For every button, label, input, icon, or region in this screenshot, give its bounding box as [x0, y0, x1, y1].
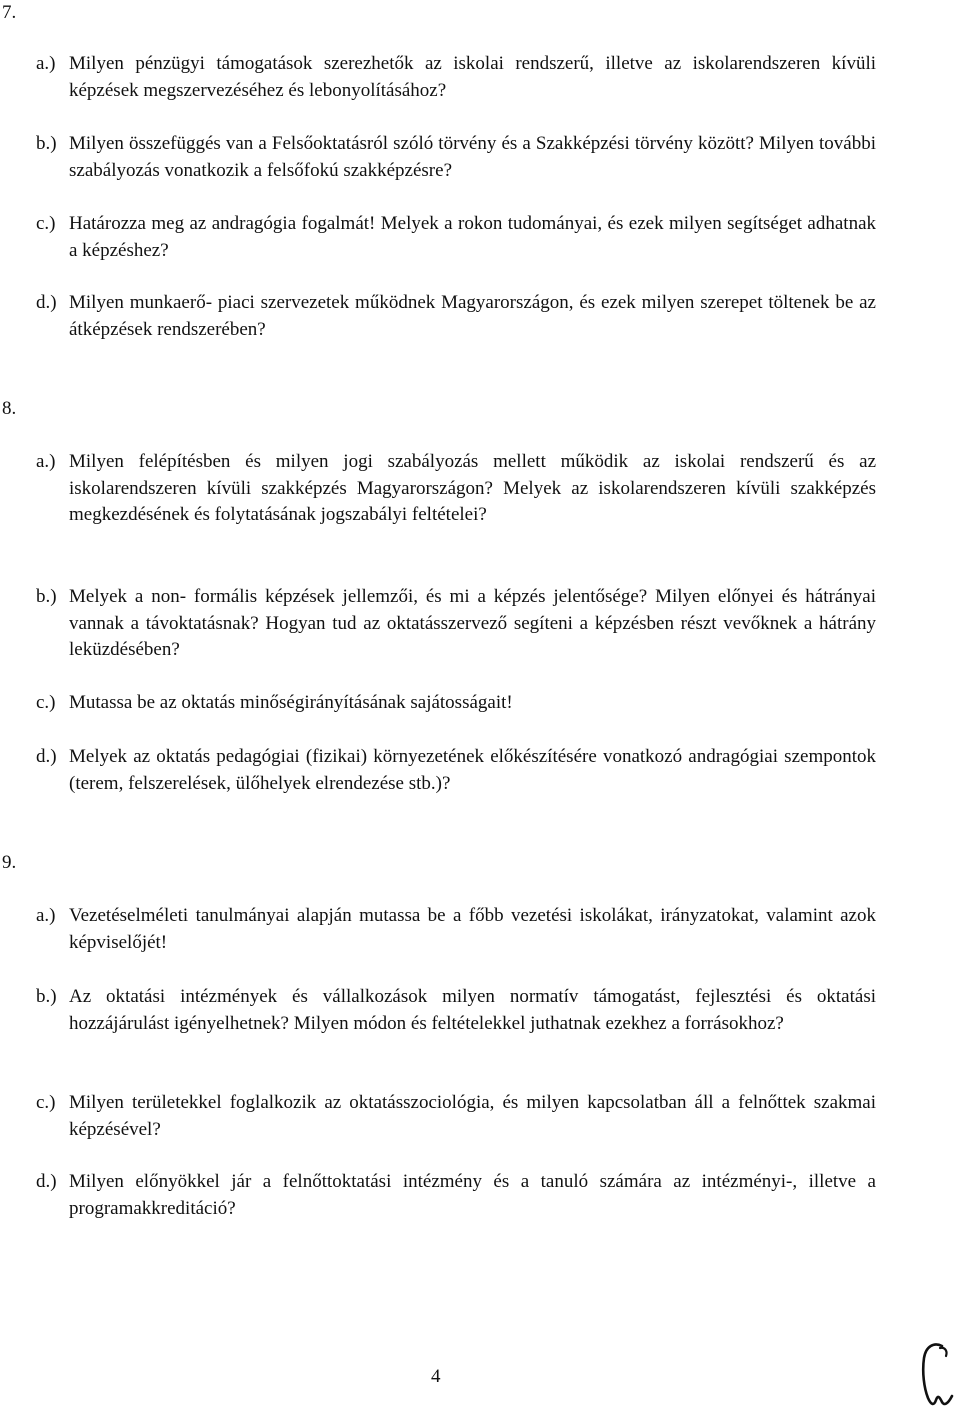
question-text: Vezetéselméleti tanulmányai alapján mutassa be a főbb vezetési iskolákat, irányzatokat, valamint azok képviselőjét! — [69, 905, 876, 953]
question-marker: b.) — [36, 133, 57, 154]
question-7d — [36, 290, 876, 343]
question-7a — [36, 51, 876, 104]
question-text: Milyen előnyökkel jár a felnőttoktatási intézmény és a tanuló számára az intézményi-, illetve a programakkreditáció? — [69, 1171, 876, 1219]
question-text: Milyen munkaerő- piaci szervezetek működnek Magyarországon, és ezek milyen szerepet töltenek be az átképzések rendszerében? — [69, 292, 876, 340]
question-text: Milyen felépítésben és milyen jogi szabályozás mellett működik az iskolai rendszerű és az iskolarendszeren kívüli szakképzés Magyarországon? Melyek az iskolarendszeren kívüli szakképzés megkezdésének és folytatásának jogszabályi feltételei? — [69, 451, 876, 525]
question-marker: d.) — [36, 292, 57, 313]
question-marker: d.) — [36, 746, 57, 767]
question-text: Mutassa be az oktatás minőségirányításának sajátosságait! — [69, 692, 513, 713]
handwritten-signature — [912, 1338, 960, 1410]
section-number-9: 9. — [2, 852, 17, 873]
question-8b — [36, 584, 876, 664]
question-marker: a.) — [36, 451, 56, 472]
question-marker: b.) — [36, 986, 57, 1007]
question-9d — [36, 1169, 876, 1222]
question-text: Határozza meg az andragógia fogalmát! Melyek a rokon tudományai, és ezek milyen segítséget adhatnak a képzéshez? — [69, 213, 876, 261]
question-9a — [36, 903, 876, 956]
question-text: Milyen területekkel foglalkozik az oktatásszociológia, és milyen kapcsolatban áll a felnőttek szakmai képzésével? — [69, 1092, 876, 1140]
question-marker: c.) — [36, 692, 56, 713]
question-9b — [36, 984, 876, 1037]
question-marker: a.) — [36, 53, 56, 74]
question-7b — [36, 131, 876, 184]
question-marker: b.) — [36, 586, 57, 607]
question-8d — [36, 744, 876, 797]
question-9c — [36, 1090, 876, 1143]
question-8a — [36, 449, 876, 529]
question-text: Melyek az oktatás pedagógiai (fizikai) környezetének előkészítésére vonatkozó andragógiai szempontok (terem, felszerelések, ülőhelyek elrendezése stb.)? — [69, 746, 876, 794]
page-number: 4 — [431, 1366, 441, 1387]
question-7c — [36, 211, 876, 264]
question-marker: d.) — [36, 1171, 57, 1192]
question-text: Melyek a non- formális képzések jellemzői, és mi a képzés jelentősége? Milyen előnyei és hátrányai vannak a távoktatásnak? Hogyan tud az oktatásszervező segíteni a képzésben részt vevőknek a hátrány leküzdésében? — [69, 586, 876, 660]
question-8c — [36, 690, 876, 717]
question-marker: c.) — [36, 1092, 56, 1113]
question-text: Az oktatási intézmények és vállalkozások milyen normatív támogatást, fejlesztési és oktatási hozzájárulást igényelhetnek? Milyen módon és feltételekkel juthatnak ezekhez a forrásokhoz? — [69, 986, 876, 1034]
section-number-7: 7. — [2, 2, 17, 23]
question-text: Milyen pénzügyi támogatások szerezhetők az iskolai rendszerű, illetve az iskolarendszeren kívüli képzések megszervezéséhez és lebonyolításához? — [69, 53, 876, 101]
question-text: Milyen összefüggés van a Felsőoktatásról szóló törvény és a Szakképzési törvény között? Milyen további szabályozás vonatkozik a felsőfokú szakképzésre? — [69, 133, 876, 181]
section-number-8: 8. — [2, 398, 17, 419]
question-marker: c.) — [36, 213, 56, 234]
question-marker: a.) — [36, 905, 56, 926]
